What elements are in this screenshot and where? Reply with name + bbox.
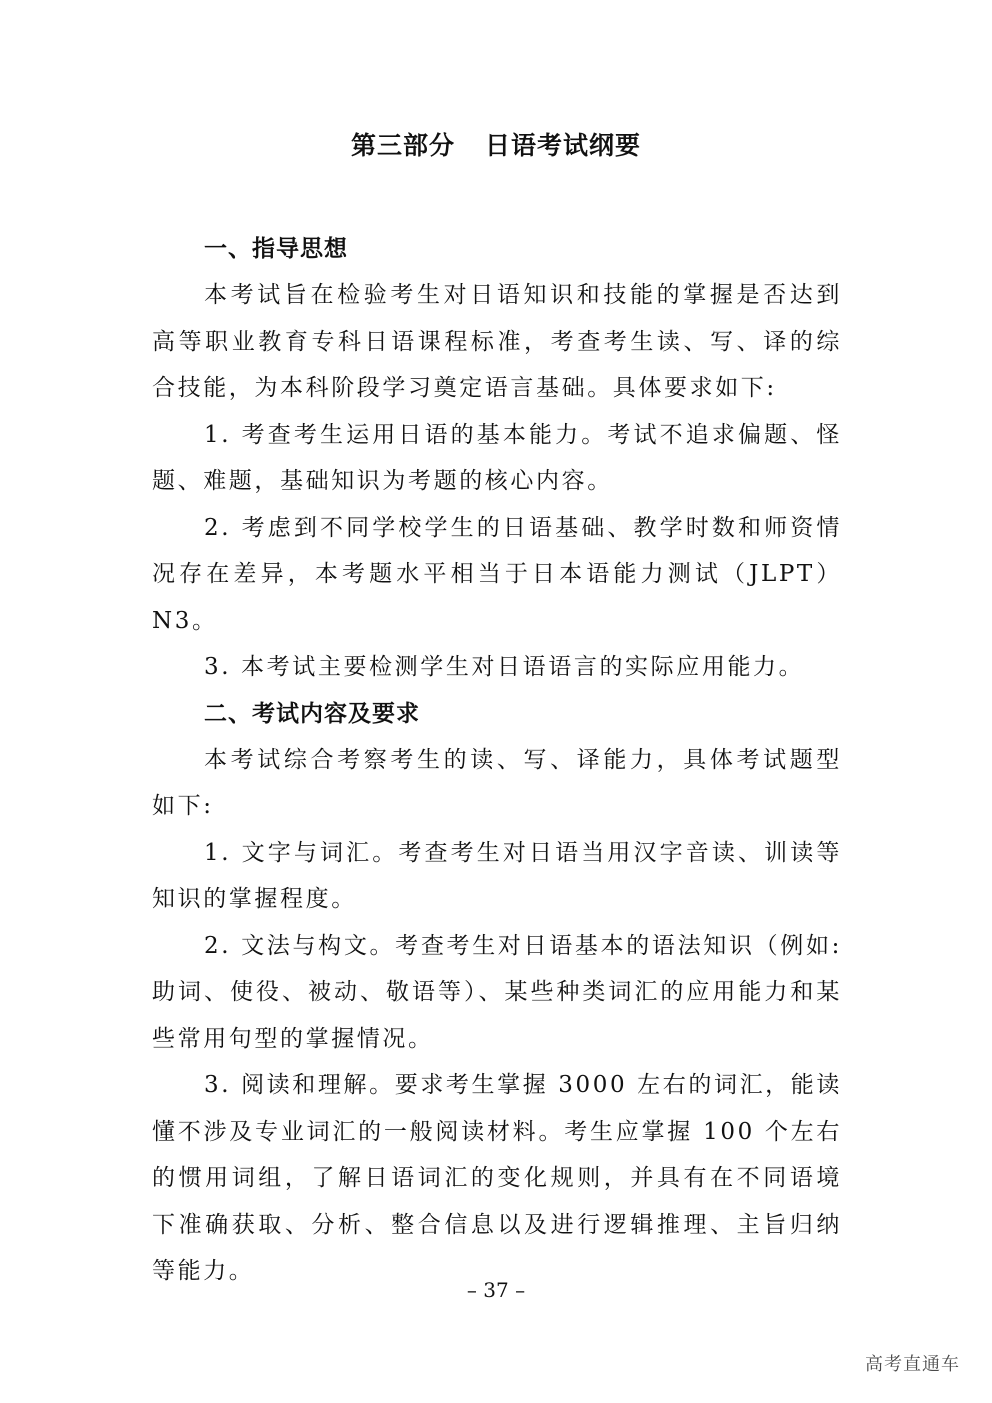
section-guiding-ideas [152, 226, 842, 691]
watermark: 高考直通车 [865, 1354, 960, 1375]
section-heading: 二、考试内容及要求 [204, 700, 420, 727]
section-heading: 一、指导思想 [204, 236, 348, 262]
paragraph: 3. 本考试主要检测学生对日语语言的实际应用能力。 [204, 654, 805, 680]
paragraph: 1. 文字与词汇。考查考生对日语当用汉字音读、训读等知识的掌握程度。 [152, 839, 842, 912]
paragraph: 本考试旨在检验考生对日语知识和技能的掌握是否达到高等职业教育专科日语课程标准，考查考生读、写、译的综合技能，为本科阶段学习奠定语言基础。具体要求如下: [152, 282, 842, 401]
paragraph: 2. 考虑到不同学校学生的日语基础、教学时数和师资情况存在差异，本考题水平相当于日本语能力测试（JLPT）N3。 [152, 514, 842, 634]
paragraph: 3. 阅读和理解。要求考生掌握 3000 左右的词汇，能读懂不涉及专业词汇的一般阅读材料。考生应掌握 100 个左右的惯用词组，了解日语词汇的变化规则，并具有在不同语境下准确获取、分析、整合信息以及进行逻辑推理、主旨归纳等能力。 [152, 1072, 842, 1284]
document-body [152, 226, 842, 1295]
paragraph: 本考试综合考察考生的读、写、译能力，具体考试题型如下: [152, 746, 842, 819]
section-exam-content [152, 691, 842, 1295]
title-main: 日语考试纲要 [485, 131, 642, 160]
title-part: 第三部分 [350, 131, 455, 160]
paragraph: 1. 考查考生运用日语的基本能力。考试不追求偏题、怪题、难题，基础知识为考题的核心内容。 [152, 421, 842, 494]
page-number: – 37 – [466, 1278, 526, 1302]
paragraph: 2. 文法与构文。考查考生对日语基本的语法知识（例如: 助词、使役、被动、敬语等）、某些种类词汇的应用能力和某些常用句型的掌握情况。 [152, 932, 842, 1052]
page-title [0, 128, 992, 164]
